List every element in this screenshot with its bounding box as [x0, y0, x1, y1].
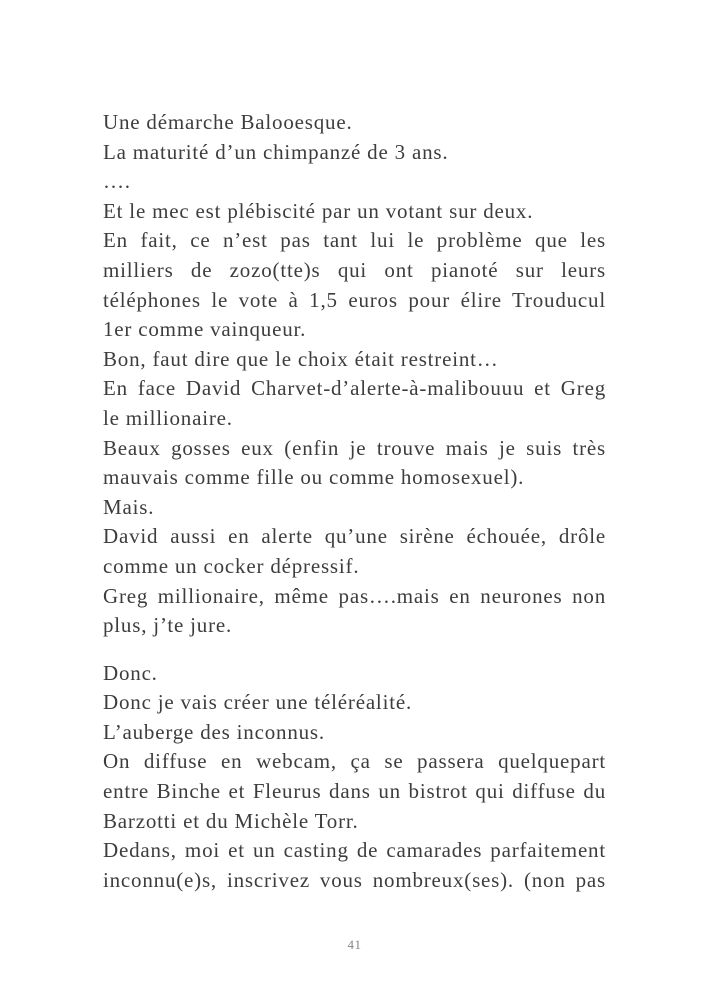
- text-line: Et le mec est plébiscité par un votant sur deux.: [103, 198, 534, 223]
- text-line: plus, j’te jure.: [103, 613, 233, 638]
- text-line: inconnu(e)s, inscrivez vous nombreux(ses). (non pas: [103, 867, 606, 892]
- text-line: Barzotti et du Michèle Torr.: [103, 808, 359, 833]
- text-line: Mais.: [103, 494, 155, 519]
- text-line: Beaux gosses eux (enfin je trouve mais je suis très: [103, 435, 606, 460]
- text-line: entre Binche et Fleurus dans un bistrot qui diffuse du: [103, 779, 606, 804]
- text-line: Une démarche Balooesque.: [103, 110, 353, 134]
- page-number: 41: [347, 937, 362, 952]
- text-line: On diffuse en webcam, ça se passera quelquepart: [103, 749, 606, 774]
- text-line: milliers de zozo(tte)s qui ont pianoté sur leurs: [103, 257, 606, 282]
- text-line: Dedans, moi et un casting de camarades parfaitement: [103, 838, 606, 863]
- text-line: Donc.: [103, 660, 158, 685]
- text-line: Donc je vais créer une téléréalité.: [103, 690, 413, 715]
- text-line: le millionaire.: [103, 405, 233, 430]
- text-line: En face David Charvet-d’alerte-à-malibouuu et Greg: [103, 376, 606, 401]
- text-line: La maturité d’un chimpanzé de 3 ans.: [103, 139, 449, 164]
- paragraph-block: [103, 659, 606, 896]
- text-line: téléphones le vote à 1,5 euros pour élire Trouducul: [103, 287, 606, 312]
- paragraph-block: [103, 108, 606, 641]
- text-line: ….: [103, 169, 131, 194]
- text-line: David aussi en alerte qu’une sirène échouée, drôle: [103, 524, 606, 549]
- text-block: [103, 108, 606, 895]
- text-line: 1er comme vainqueur.: [103, 317, 307, 342]
- text-line: En fait, ce n’est pas tant lui le problème que les: [103, 228, 606, 253]
- text-line: comme un cocker dépressif.: [103, 553, 360, 578]
- text-line: Bon, faut dire que le choix était restreint…: [103, 346, 499, 371]
- text-line: mauvais comme fille ou comme homosexuel).: [103, 465, 525, 490]
- text-line: Greg millionaire, même pas….mais en neurones non: [103, 583, 606, 608]
- text-line: L’auberge des inconnus.: [103, 719, 325, 744]
